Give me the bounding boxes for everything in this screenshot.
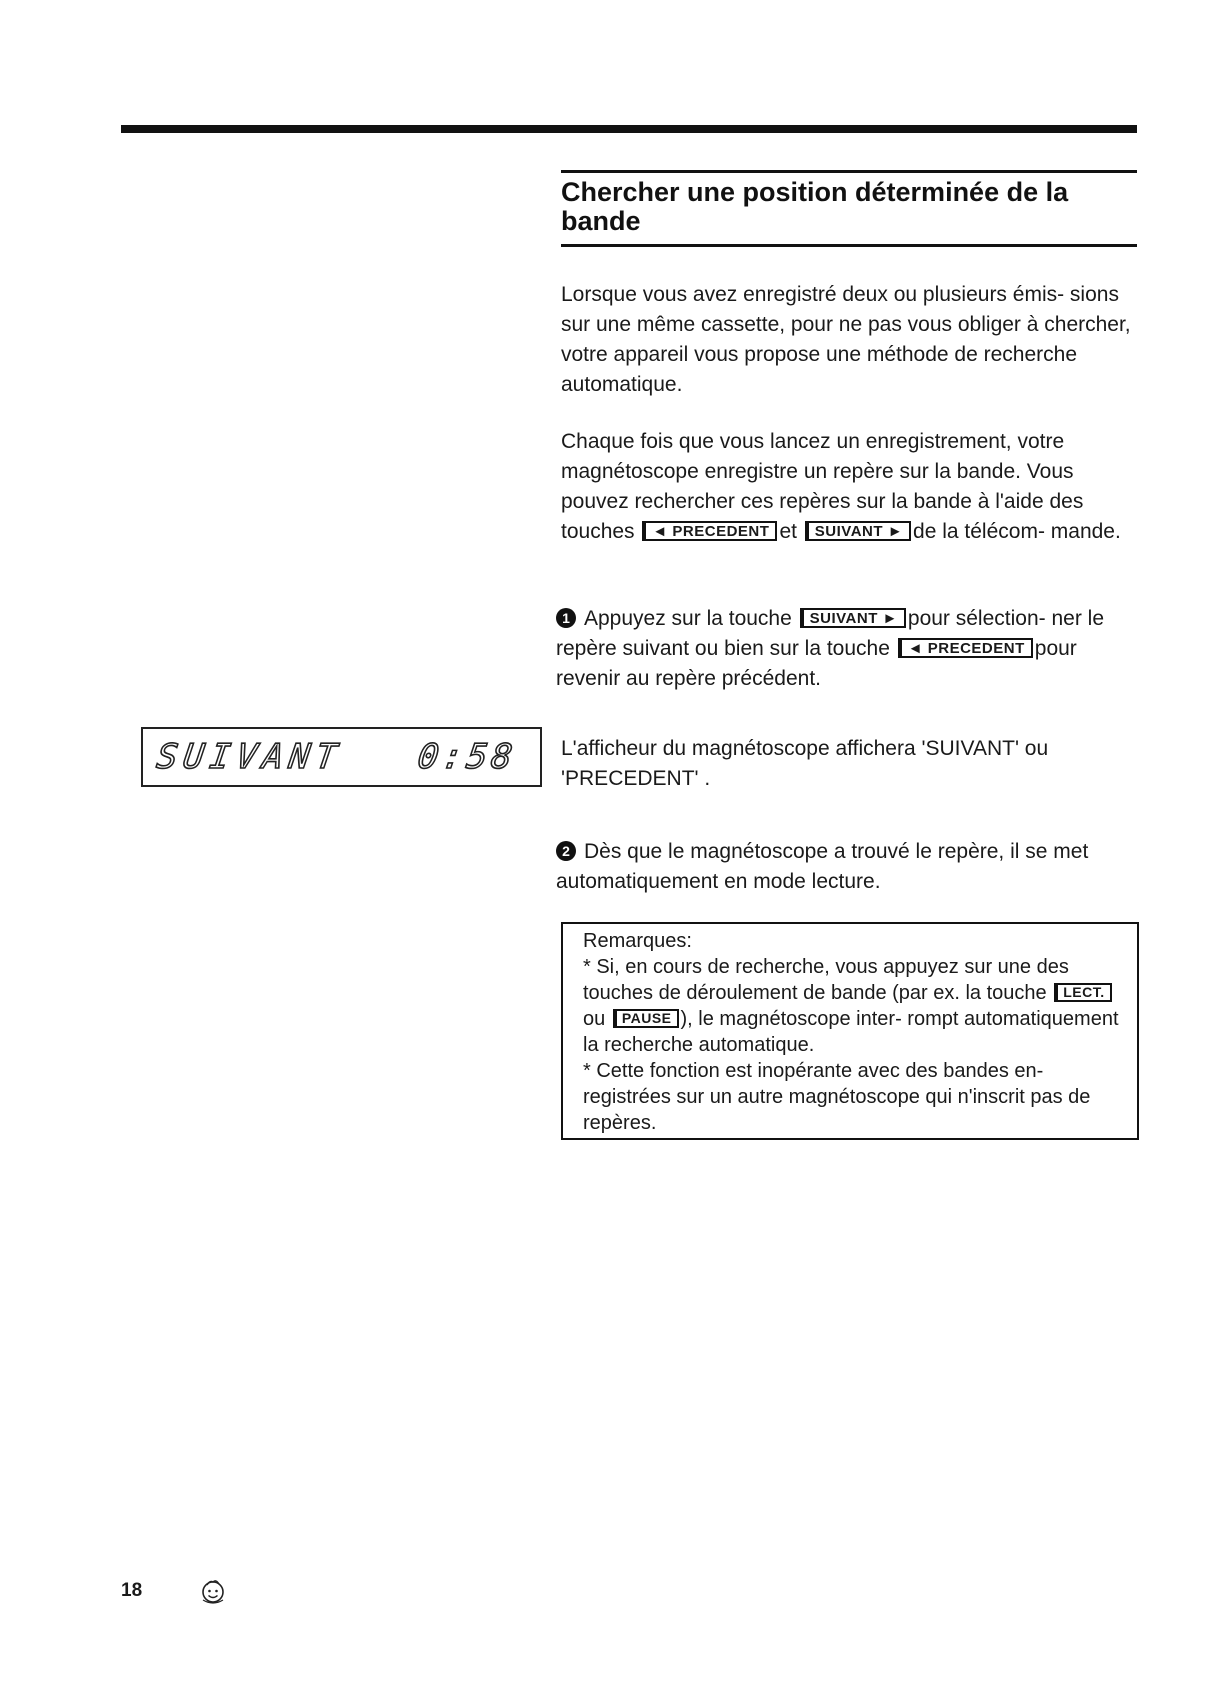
intro-text-c: de la télécom- mande. [913, 520, 1121, 543]
pause-key: PAUSE [613, 1009, 679, 1028]
step-2 [556, 837, 1146, 897]
top-rule [121, 125, 1137, 133]
note-1 [583, 954, 1131, 1058]
step-1-text-a: Appuyez sur la touche [584, 607, 792, 630]
intro-text-a: Chaque fois que vous lancez un enregistrement, votre magnétoscope enregistre un repère sur la bande. Vous pouvez rechercher ces repères sur la bande à l'aide des touches [561, 430, 1084, 543]
page-title: Chercher une position déterminée de la bande [561, 177, 1069, 236]
notes-box [561, 922, 1139, 1140]
page-number: 18 [121, 1580, 143, 1601]
step-2-text: Dès que le magnétoscope a trouvé le repère, il se met automatiquement en mode lecture. [556, 840, 1089, 893]
display-panel [141, 727, 542, 787]
display-text: SUIVANT [154, 737, 346, 777]
intro-paragraph-2 [561, 427, 1141, 547]
display-caption: L'afficheur du magnétoscope affichera 'SUIVANT' ou 'PRECEDENT' . [561, 737, 1049, 790]
intro-paragraph-1: Lorsque vous avez enregistré deux ou plusieurs émis- sions sur une même cassette, pour ne pas vous obliger à chercher, votre appareil vous propose une méthode de recherche automatique. [561, 283, 1131, 396]
step-1 [556, 604, 1146, 694]
precedent-key: ◄ PRECEDENT [642, 521, 777, 541]
step-1-text-b: pour sélection- ner le repère suivant ou bien sur la touche [556, 607, 1104, 660]
suivant-key: SUIVANT ► [805, 521, 911, 541]
step-number-2: 2 [556, 841, 576, 861]
step-1-text-c: pour revenir au repère précédent. [556, 637, 1077, 690]
note-2: * Cette fonction est inopérante avec des bandes en- registrées sur un autre magnétoscope qui n'inscrit pas de repères. [583, 1060, 1091, 1134]
note-1-text-b: ou [583, 1008, 606, 1030]
notes-title: Remarques: [583, 930, 692, 952]
note-1-text-a: * Si, en cours de recherche, vous appuyez sur une des touches de déroulement de bande (par ex. la touche [583, 956, 1069, 1004]
child-face-icon [198, 1576, 228, 1606]
precedent-key: ◄ PRECEDENT [898, 638, 1033, 658]
title-rule-top [561, 170, 1137, 173]
notes-body [583, 928, 1131, 1136]
title-rule-bottom [561, 244, 1137, 247]
lect-key: LECT. [1054, 983, 1111, 1002]
intro-text-b: et [779, 520, 797, 543]
note-1-text-c: ), le magnétoscope inter- rompt automatiquement la recherche automatique. [583, 1008, 1119, 1056]
step-number-1: 1 [556, 608, 576, 628]
suivant-key: SUIVANT ► [800, 608, 906, 628]
display-time: 0:58 [415, 737, 519, 777]
